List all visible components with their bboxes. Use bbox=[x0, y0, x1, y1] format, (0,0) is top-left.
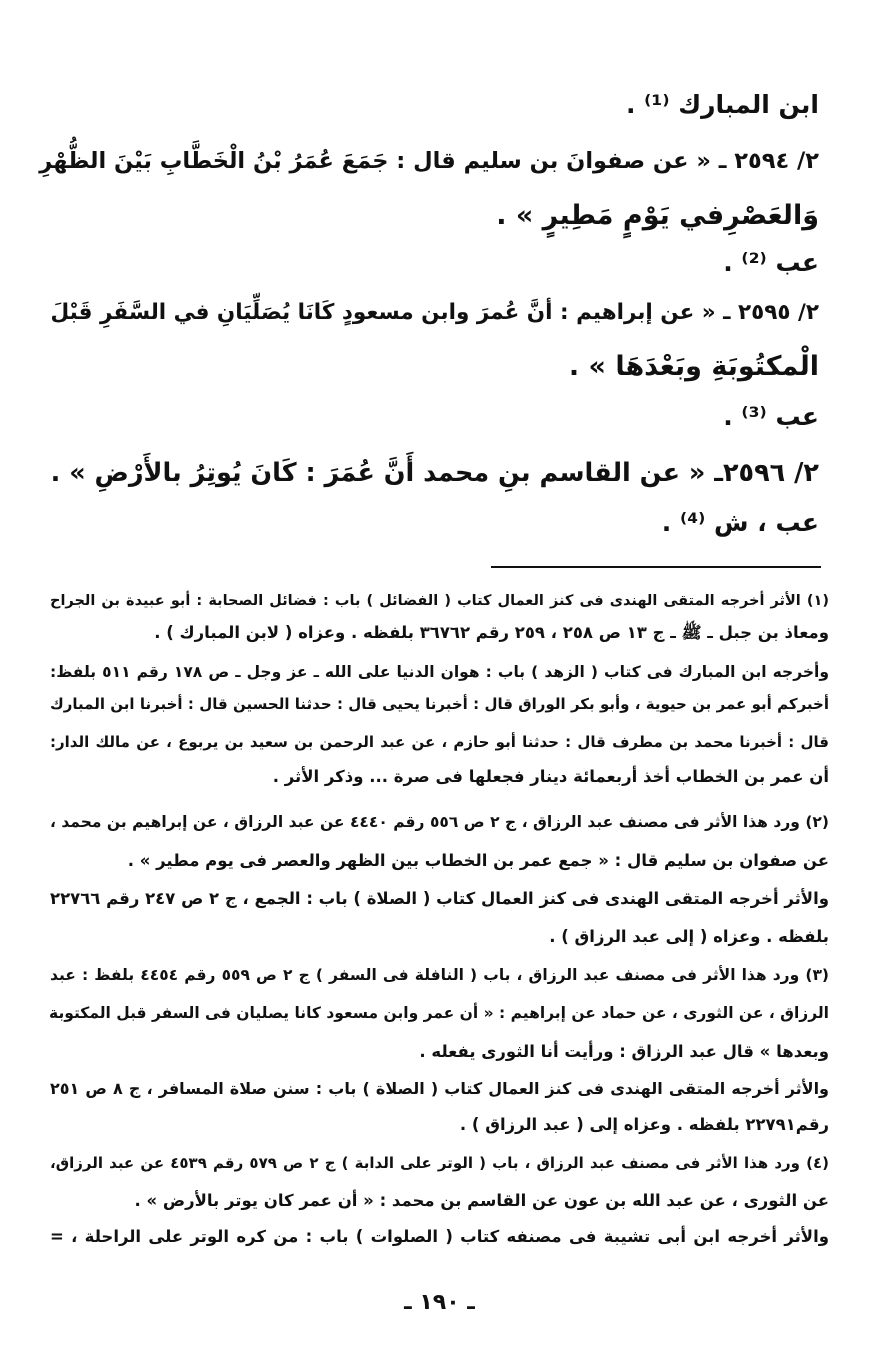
main-line-6: الْمكتُوبَةِ وبَعْدَهَا » . bbox=[568, 351, 819, 382]
footnote-line-7: (٢) ورد هذا الأثر فى مصنف عبد الرزاق ، ج ٢ ص ٥٥٦ رقم ٤٤٤٠ عن عبد الرزاق ، عن إبراهيم بن محمد ، bbox=[50, 813, 829, 831]
main-line-8: ٢/ ٢٥٩٦ـ « عن القاسم بنِ محمد أَنَّ عُمَرَ : كَانَ يُوتِرُ بالأَرْضِ » . bbox=[50, 458, 819, 488]
main-line-7: عب ⁽³⁾ . bbox=[723, 402, 819, 431]
footnote-line-8: عن صفوان بن سليم قال : « جمع عمر بن الخطاب بين الظهر والعصر فى يوم مطير » . bbox=[127, 851, 829, 870]
footnote-line-3: وأخرجه ابن المبارك فى كتاب ( الزهد ) باب : هوان الدنيا على الله ـ عز وجل ـ ص ١٧٨ رقم ٥١١ بلفظ: bbox=[50, 663, 829, 681]
footnote-line-15: رقم٢٢٧٩١ بلفظه . وعزاه إلى ( عبد الرزاق ) . bbox=[459, 1115, 829, 1134]
footnote-line-2: ومعاذ بن جبل ـ ﷺ ـ ج ١٣ ص ٢٥٨ ، ٢٥٩ رقم ٣٦٧٦٢ بلفظه . وعزاه ( لابن المبارك ) . bbox=[154, 623, 829, 642]
footnote-line-17: عن الثورى ، عن عبد الله بن عون عن القاسم بن محمد : « أن عمر كان يوتر بالأرض » . bbox=[134, 1191, 829, 1210]
footnote-line-18: والأثر أخرجه ابن أبى تشيبة فى مصنفه كتاب ( الصلوات ) باب : من كره الوتر على الراحلة ، = bbox=[50, 1227, 829, 1246]
main-line-3: وَالعَصْرِفي يَوْمٍ مَطِيرٍ » . bbox=[496, 200, 819, 231]
footnote-line-16: (٤) ورد هذا الأثر فى مصنف عبد الرزاق ، باب ( الوتر على الدابة ) ج ٢ ص ٥٧٩ رقم ٤٥٣٩ عن عبد الرزاق، bbox=[50, 1154, 830, 1172]
page-number: ـ ١٩٠ ـ bbox=[404, 1290, 475, 1315]
main-line-2: ٢/ ٢٥٩٤ ـ « عن صفوانَ بن سليم قال : جَمَعَ عُمَرُ بْنُ الْخَطَّابِ بَيْنَ الظُّهْرِ bbox=[39, 148, 819, 174]
footnote-line-11: (٣) ورد هذا الأثر فى مصنف عبد الرزاق ، باب ( النافلة فى السفر ) ج ٢ ص ٥٥٩ رقم ٤٤٥٤ بلفظ : عبد bbox=[50, 966, 829, 984]
main-line-1: ابن المبارك ⁽¹⁾ . bbox=[625, 90, 819, 119]
footnote-line-9: والأثر أخرجه المتقى الهندى فى كنز العمال كتاب ( الصلاة ) باب : الجمع ، ج ٢ ص ٢٤٧ رقم ٢٢٧٦٦ bbox=[50, 889, 830, 908]
footnote-line-5: قال : أخبرنا محمد بن مطرف قال : حدثنا أبو حازم ، عن عبد الرحمن بن سعيد بن يربوع ، عن مالك الدار: bbox=[50, 733, 829, 751]
footnote-line-10: بلفظه . وعزاه ( إلى عبد الرزاق ) . bbox=[549, 927, 829, 946]
main-line-5: ٢/ ٢٥٩٥ ـ « عن إبراهيم : أنَّ عُمرَ وابن مسعودٍ كَانَا يُصَلِّيَانِ في السَّفَرِ قَبْلَ bbox=[50, 300, 819, 325]
main-line-9: عب ، ش ⁽⁴⁾ . bbox=[661, 508, 819, 537]
footnote-line-14: والأثر أخرجه المتقى الهندى فى كنز العمال كتاب ( الصلاة ) باب : سنن صلاة المسافر ، ج ٨ ص ٢٥١ bbox=[50, 1079, 829, 1098]
footnote-divider bbox=[491, 566, 821, 568]
footnote-line-1: (١) الأثر أخرجه المتقى الهندى فى كنز العمال كتاب ( الفضائل ) باب : فضائل الصحابة : أبو عبيدة بن الجراح bbox=[50, 593, 829, 609]
footnote-line-4: أخبركم أبو عمر بن حيوية ، وأبو بكر الوراق قال : أخبرنا يحيى قال : حدثنا الحسين قال : أخبرنا ابن المبارك bbox=[50, 695, 829, 713]
footnote-line-12: الرزاق ، عن الثورى ، عن حماد عن إبراهيم : « أن عمر وابن مسعود كانا يصليان فى السفر قبل المكتوبة bbox=[49, 1004, 829, 1022]
footnote-line-6: أن عمر بن الخطاب أخذ أربعمائة دينار فجعلها فى صرة ... وذكر الأثر . bbox=[272, 767, 829, 786]
main-line-4: عب ⁽²⁾ . bbox=[723, 248, 819, 277]
footnote-line-13: وبعدها » قال عبد الرزاق : ورأيت أنا الثورى يفعله . bbox=[419, 1042, 829, 1061]
